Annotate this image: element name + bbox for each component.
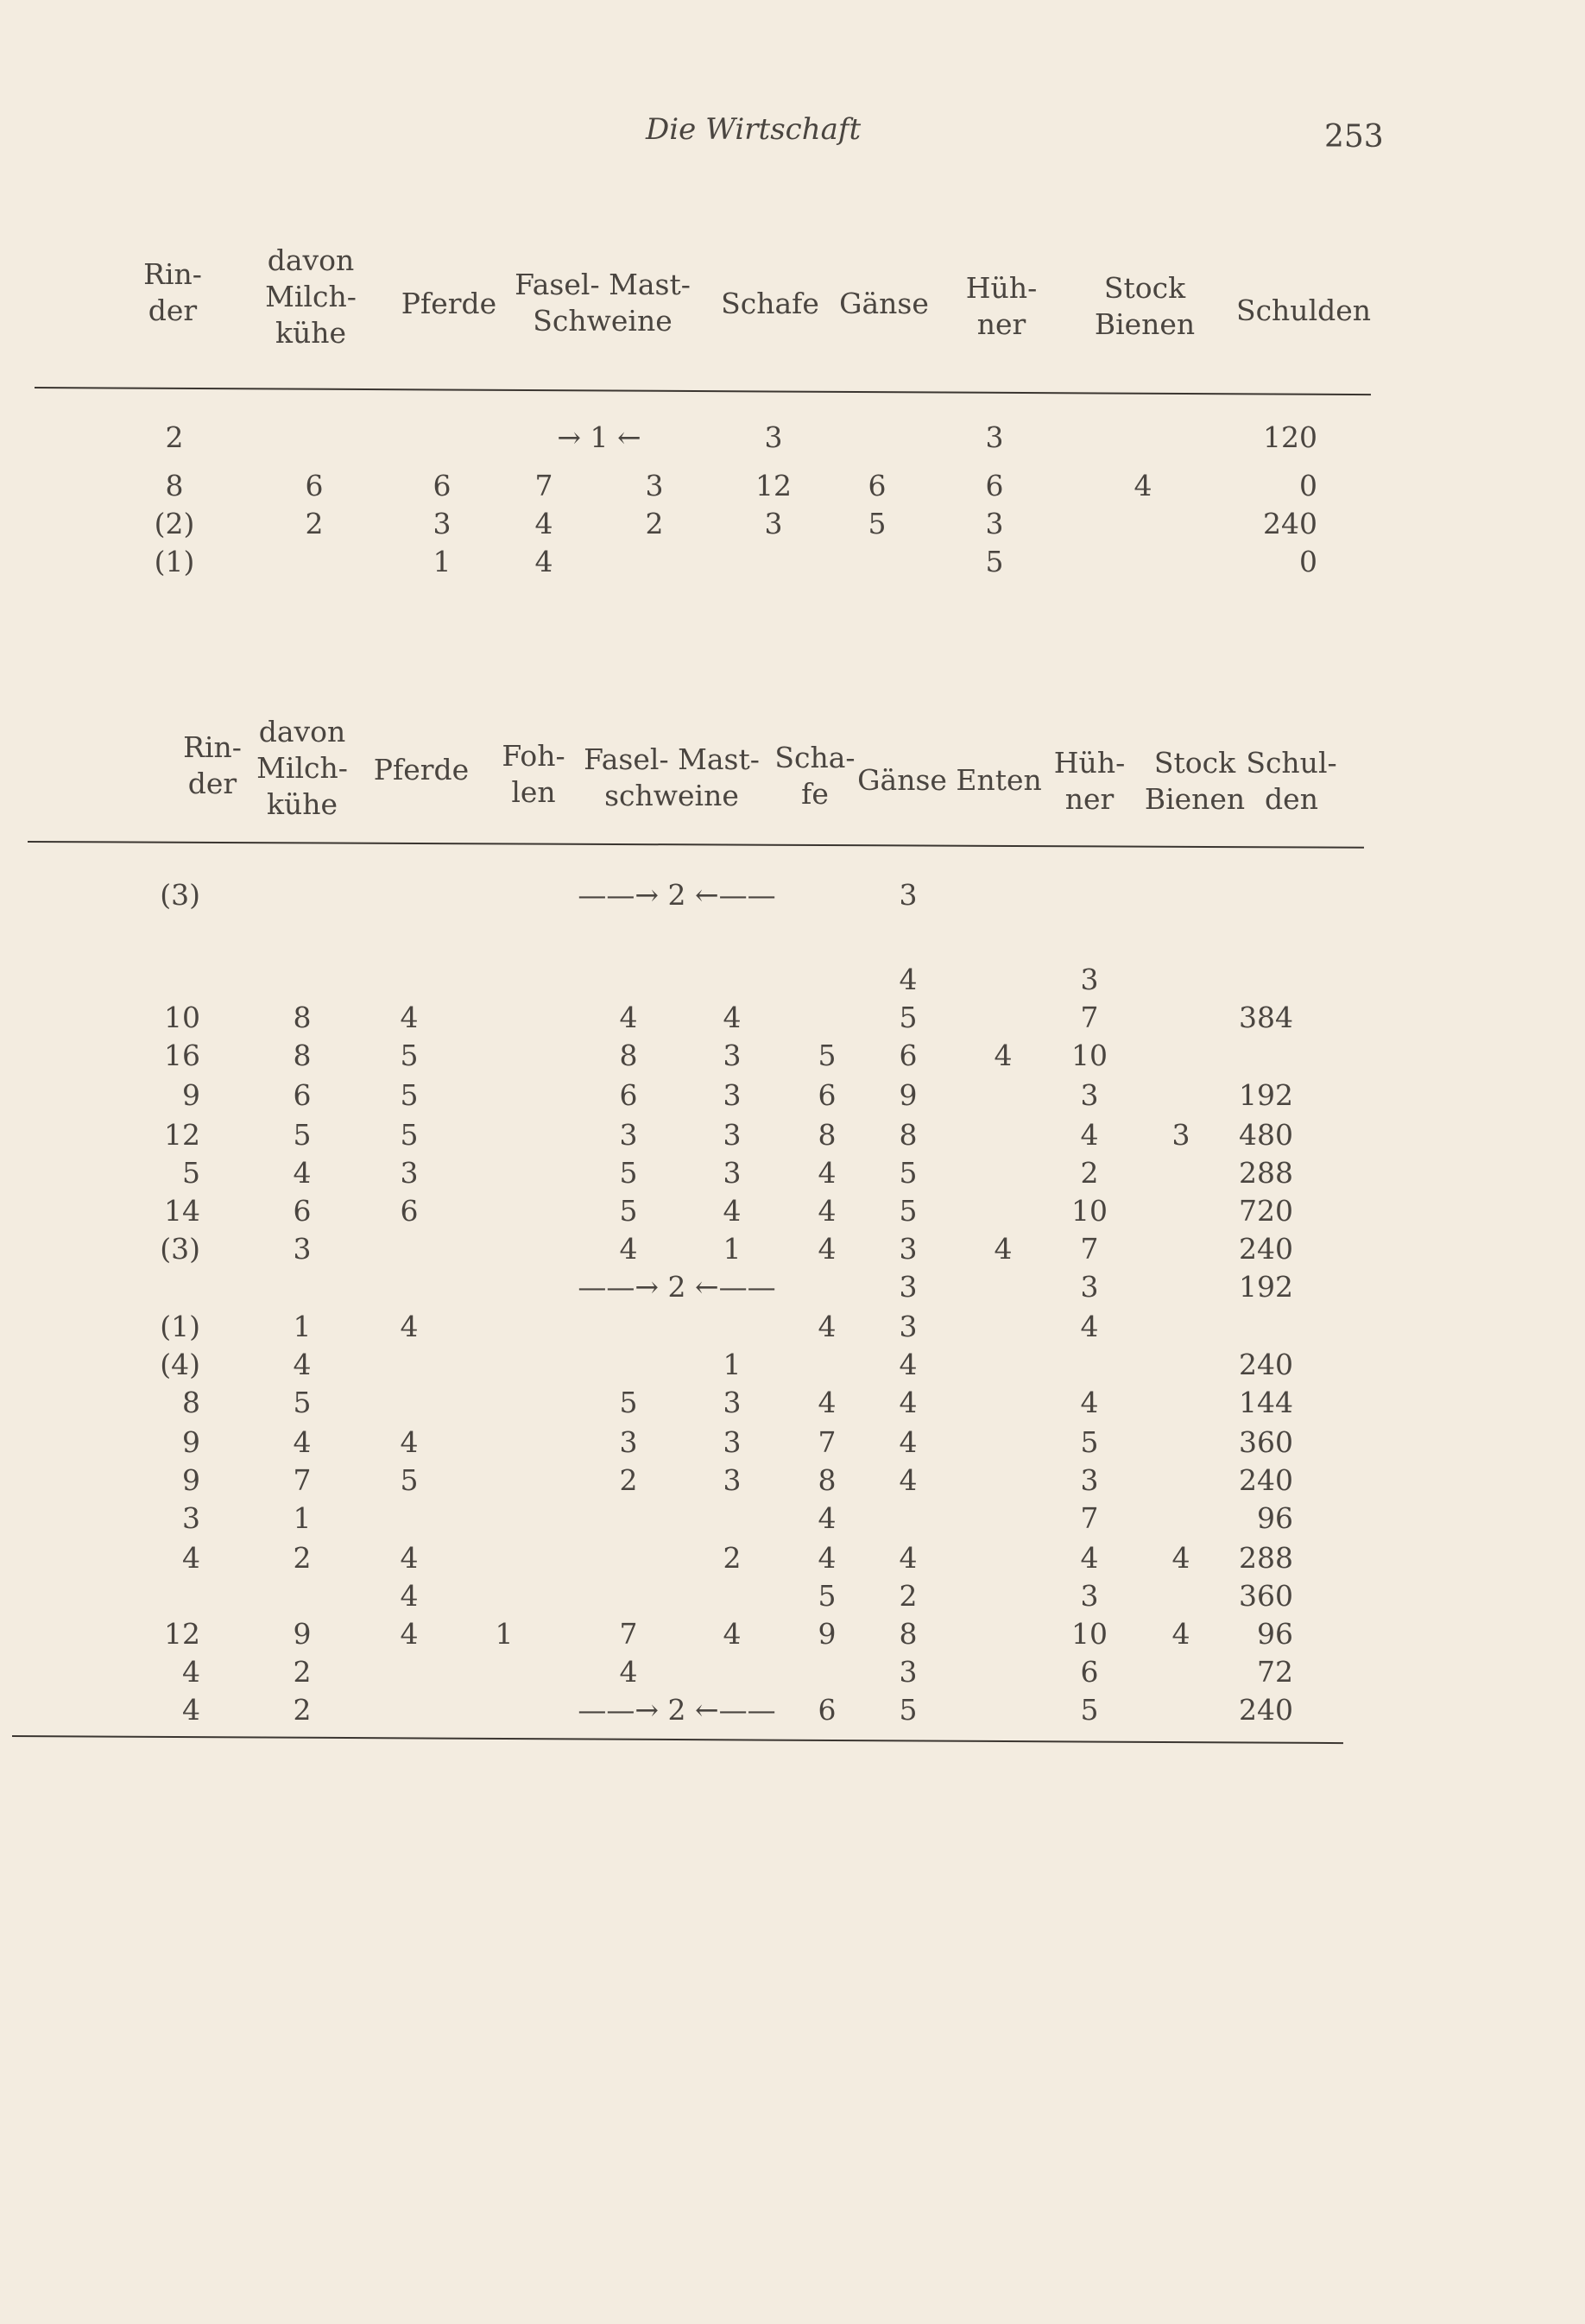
table-2-cell-mast: 4 [723, 1617, 742, 1651]
table-2-cell-schulden: 288 [1239, 1156, 1293, 1190]
table-2-cell-fasel: 8 [619, 1039, 638, 1072]
table-2-cell-huehner: 3 [1080, 1078, 1099, 1112]
table-2-cell-gaense: 6 [899, 1039, 918, 1072]
table-2-cell-schulden: 96 [1257, 1617, 1293, 1651]
table-2-cell-mast: 4 [723, 1194, 742, 1228]
table-2-cell-milchkuehe: 6 [293, 1078, 312, 1112]
table-2-cell-gaense: 4 [899, 1463, 918, 1497]
table-2-cell-mast: 3 [723, 1118, 742, 1152]
table-2-cell-pferde: 4 [400, 1310, 419, 1343]
table-2-cell-gaense: 3 [899, 1655, 918, 1689]
table-2-header-milchkuehe: Milch- [256, 751, 348, 785]
table-1-cell-schulden: 120 [1263, 420, 1317, 454]
table-2-cell-gaense: 4 [899, 1425, 918, 1459]
table-2-header-milchkuehe: kühe [266, 787, 338, 821]
table-1-cell-gaense: 5 [868, 507, 887, 540]
table-2-cell-gaense: 2 [899, 1579, 918, 1613]
table-2-cell-bienen: 4 [1171, 1617, 1190, 1651]
table-2-cell-huehner: 5 [1080, 1693, 1099, 1727]
table-1-cell-schulden: 240 [1263, 507, 1317, 540]
table-2-header-schulden: Schul- [1246, 746, 1337, 780]
table-1-cell-schafe: 12 [755, 469, 792, 502]
table-2-cell-pferde: 4 [400, 1579, 419, 1613]
table-2-cell-schulden: 720 [1239, 1194, 1293, 1228]
table-1-header-milchkuehe: Milch- [265, 280, 357, 313]
table-2-cell-mast: 3 [723, 1156, 742, 1190]
table-2-cell-fasel: 6 [619, 1078, 638, 1112]
table-2-cell-milchkuehe: 8 [293, 1039, 312, 1072]
table-2-cell-mast: 3 [723, 1039, 742, 1072]
table-2-cell-mast: 1 [723, 1232, 742, 1266]
table-2-cell-mast: 3 [723, 1386, 742, 1419]
table-2-cell-rinder: 5 [182, 1156, 200, 1190]
table-2-cell-schafe: 4 [818, 1156, 837, 1190]
table-2-cell-pferde: 4 [400, 1425, 419, 1459]
table-1-cell-milchkuehe: 6 [305, 469, 324, 502]
table-2-cell-milchkuehe: 8 [293, 1001, 312, 1034]
table-2-cell-rinder: 4 [182, 1655, 200, 1689]
table-1-cell-fasel: 7 [534, 469, 553, 502]
table-1-cell-mast: 3 [645, 469, 664, 502]
table-2-cell-schulden: 384 [1239, 1001, 1293, 1034]
table-1-cell-pferde: 3 [433, 507, 452, 540]
table-1-cell-gaense: 6 [868, 469, 887, 502]
table-2-cell-milchkuehe: 9 [293, 1617, 312, 1651]
table-2-cell-rinder: 3 [182, 1501, 200, 1535]
table-2-cell-schafe: 4 [818, 1194, 837, 1228]
table-2-header-schafe: Scha- [774, 741, 856, 774]
table-2-header-huehner: Hüh- [1053, 746, 1126, 780]
table-2-bottom-rule [12, 1735, 1343, 1744]
table-2-header-schweine: Fasel- Mast- [584, 742, 760, 776]
table-2-cell-schulden: 360 [1239, 1425, 1293, 1459]
table-2-cell-milchkuehe: 2 [293, 1693, 312, 1727]
table-1-cell-huehner: 3 [985, 420, 1004, 454]
table-2-cell-gaense: 3 [899, 878, 918, 912]
table-2-cell-schafe: 4 [818, 1386, 837, 1419]
table-1-cell-huehner: 5 [985, 545, 1004, 578]
table-2-cell-schulden: 360 [1239, 1579, 1293, 1613]
table-1-header-milchkuehe: davon [267, 243, 355, 277]
table-2-cell-schulden: 480 [1239, 1118, 1293, 1152]
table-1-header-bienen: Stock [1103, 271, 1186, 305]
table-2-cell-pferde: 4 [400, 1617, 419, 1651]
table-2-cell-gaense: 3 [899, 1232, 918, 1266]
table-2-cell-huehner: 10 [1071, 1039, 1108, 1072]
table-2-cell-milchkuehe: 1 [293, 1501, 312, 1535]
table-2-cell-milchkuehe: 2 [293, 1541, 312, 1575]
table-2-cell-huehner: 4 [1080, 1118, 1099, 1152]
table-2-cell-gaense: 4 [899, 1386, 918, 1419]
table-2-header-milchkuehe: davon [258, 715, 346, 748]
table-2-cell-rinder: 9 [182, 1425, 200, 1459]
table-2-header-gaense_enten: Gänse Enten [857, 763, 1042, 797]
table-2-cell-mast: 3 [723, 1425, 742, 1459]
table-2-cell-schulden: 144 [1239, 1386, 1293, 1419]
table-2-header-bienen: Stock [1153, 746, 1236, 780]
table-1-header-schulden: Schulden [1235, 294, 1372, 327]
table-1-cell-rinder: 8 [165, 469, 184, 502]
table-2-cell-pferde: 5 [400, 1118, 419, 1152]
table-2-cell-schulden: 192 [1239, 1078, 1293, 1112]
table-2-cell-huehner: 7 [1080, 1501, 1099, 1535]
table-2-cell-gaense: 8 [899, 1118, 918, 1152]
table-1-cell-fasel: 4 [534, 507, 553, 540]
table-2-cell-rinder: 16 [164, 1039, 200, 1072]
table-2-cell-gaense: 5 [899, 1001, 918, 1034]
table-2-cell-milchkuehe: 5 [293, 1386, 312, 1419]
table-2-cell-schulden: 192 [1239, 1270, 1293, 1304]
running-head: Die Wirtschaft [646, 112, 862, 147]
page-number: 253 [1324, 119, 1384, 155]
table-2-cell-fohlen: 1 [495, 1617, 514, 1651]
table-2-cell-schafe: 8 [818, 1118, 837, 1152]
table-2-cell-mast: 1 [723, 1348, 742, 1381]
table-2-header-schulden: den [1265, 782, 1318, 816]
table-1-header-rinder: der [148, 294, 198, 327]
table-2-cell-fasel: 5 [619, 1386, 638, 1419]
table-1-cell-mast: 2 [645, 507, 664, 540]
table-2-cell-schulden: 240 [1239, 1463, 1293, 1497]
table-1-header-gaense: Gänse [839, 287, 929, 320]
table-2-cell-milchkuehe: 3 [293, 1232, 312, 1266]
table-2-cell-huehner: 10 [1071, 1617, 1108, 1651]
table-2-cell-fasel: 5 [619, 1156, 638, 1190]
table-2-cell-schafe: 4 [818, 1501, 837, 1535]
table-2-cell-rinder: 12 [164, 1118, 200, 1152]
table-2-cell-fasel: 5 [619, 1194, 638, 1228]
table-2-arrow-span: ——→ 2 ←—— [578, 878, 776, 912]
table-1-header-huehner: Hüh- [965, 271, 1038, 305]
table-2-cell-rinder: (1) [160, 1310, 200, 1343]
table-2-cell-schafe: 7 [818, 1425, 837, 1459]
table-2-cell-schulden: 240 [1239, 1693, 1293, 1727]
table-1-cell-pferde: 1 [433, 545, 452, 578]
table-1-cell-rinder: 2 [165, 420, 184, 454]
table-2-cell-rinder: 9 [182, 1463, 200, 1497]
table-2-cell-huehner: 3 [1080, 963, 1099, 996]
table-1-header-milchkuehe: kühe [275, 316, 347, 350]
table-2-top-rule [28, 841, 1364, 849]
table-2-cell-gaense: 4 [899, 963, 918, 996]
table-2-cell-enten: 4 [994, 1039, 1013, 1072]
table-2-cell-schafe: 6 [818, 1693, 837, 1727]
table-2-cell-huehner: 4 [1080, 1541, 1099, 1575]
table-1-cell-schulden: 0 [1299, 469, 1317, 502]
table-2-cell-mast: 3 [723, 1463, 742, 1497]
table-2-header-pferde: Pferde [373, 753, 470, 786]
table-2-cell-mast: 3 [723, 1078, 742, 1112]
table-2-cell-milchkuehe: 5 [293, 1118, 312, 1152]
table-2-cell-milchkuehe: 1 [293, 1310, 312, 1343]
table-2-cell-schafe: 6 [818, 1078, 837, 1112]
table-2-cell-milchkuehe: 2 [293, 1655, 312, 1689]
table-2-cell-fasel: 7 [619, 1617, 638, 1651]
table-1-cell-schafe: 3 [764, 420, 783, 454]
table-2-cell-huehner: 7 [1080, 1001, 1099, 1034]
table-2-cell-pferde: 5 [400, 1039, 419, 1072]
table-2-cell-milchkuehe: 4 [293, 1156, 312, 1190]
table-2-cell-rinder: 4 [182, 1693, 200, 1727]
table-2-cell-fasel: 4 [619, 1655, 638, 1689]
table-2-cell-huehner: 3 [1080, 1579, 1099, 1613]
table-2-cell-milchkuehe: 7 [293, 1463, 312, 1497]
table-2-cell-gaense: 8 [899, 1617, 918, 1651]
table-2-cell-bienen: 4 [1171, 1541, 1190, 1575]
table-1-cell-bienen: 4 [1133, 469, 1152, 502]
table-2-cell-schafe: 9 [818, 1617, 837, 1651]
table-2-cell-huehner: 6 [1080, 1655, 1099, 1689]
table-2-cell-huehner: 3 [1080, 1463, 1099, 1497]
table-2-cell-rinder: 9 [182, 1078, 200, 1112]
table-2-cell-gaense: 5 [899, 1156, 918, 1190]
table-2-cell-schulden: 288 [1239, 1541, 1293, 1575]
table-2-header-schweine: schweine [604, 779, 739, 812]
table-2-cell-rinder: (4) [160, 1348, 200, 1381]
table-1-header-rinder: Rin- [143, 257, 202, 291]
table-1-cell-schafe: 3 [764, 507, 783, 540]
table-2-cell-schafe: 5 [818, 1039, 837, 1072]
table-2-header-fohlen: len [511, 775, 556, 809]
table-2-cell-milchkuehe: 4 [293, 1348, 312, 1381]
table-2-cell-milchkuehe: 4 [293, 1425, 312, 1459]
table-2-cell-huehner: 10 [1071, 1194, 1108, 1228]
table-2-cell-schafe: 8 [818, 1463, 837, 1497]
table-1-rule [35, 387, 1371, 395]
table-2-cell-fasel: 3 [619, 1118, 638, 1152]
table-1-header-bienen: Bienen [1094, 307, 1196, 341]
table-2-cell-milchkuehe: 6 [293, 1194, 312, 1228]
table-2-cell-huehner: 3 [1080, 1270, 1099, 1304]
table-2-header-huehner: ner [1064, 782, 1115, 816]
table-2-cell-schulden: 96 [1257, 1501, 1293, 1535]
table-2-arrow-span: ——→ 2 ←—— [578, 1270, 776, 1304]
table-1-header-huehner: ner [976, 307, 1026, 341]
table-2-cell-pferde: 4 [400, 1541, 419, 1575]
table-1-header-schafe: Schafe [721, 287, 819, 320]
table-1-header-schweine: Schweine [533, 304, 673, 338]
table-2-cell-schafe: 5 [818, 1579, 837, 1613]
table-2-cell-schulden: 240 [1239, 1232, 1293, 1266]
table-2-cell-pferde: 3 [400, 1156, 419, 1190]
table-2-cell-rinder: 10 [164, 1001, 200, 1034]
table-1-arrow-span: → 1 ← [557, 420, 641, 454]
table-2-cell-schulden: 240 [1239, 1348, 1293, 1381]
table-2-cell-rinder: (3) [160, 1232, 200, 1266]
table-2-cell-gaense: 4 [899, 1541, 918, 1575]
table-2-cell-huehner: 4 [1080, 1386, 1099, 1419]
table-2-cell-rinder: 14 [164, 1194, 200, 1228]
table-2-cell-gaense: 3 [899, 1310, 918, 1343]
table-2-cell-enten: 4 [994, 1232, 1013, 1266]
table-1-cell-fasel: 4 [534, 545, 553, 578]
table-2-arrow-span: ——→ 2 ←—— [578, 1693, 776, 1727]
table-2-cell-gaense: 9 [899, 1078, 918, 1112]
table-2-header-schafe: fe [801, 777, 829, 811]
table-2-header-rinder: der [187, 767, 237, 800]
table-2-cell-huehner: 4 [1080, 1310, 1099, 1343]
table-2-cell-schafe: 4 [818, 1541, 837, 1575]
table-1-header-pferde: Pferde [401, 287, 497, 320]
table-2-cell-huehner: 2 [1080, 1156, 1099, 1190]
table-2-cell-rinder: (3) [160, 878, 200, 912]
table-2-cell-fasel: 4 [619, 1232, 638, 1266]
table-2-cell-rinder: 8 [182, 1386, 200, 1419]
table-2-cell-bienen: 3 [1171, 1118, 1190, 1152]
table-2-cell-pferde: 6 [400, 1194, 419, 1228]
table-2-cell-huehner: 5 [1080, 1425, 1099, 1459]
table-2-cell-pferde: 4 [400, 1001, 419, 1034]
table-2-cell-gaense: 5 [899, 1194, 918, 1228]
table-2-cell-fasel: 4 [619, 1001, 638, 1034]
table-1-cell-rinder: (1) [154, 545, 195, 578]
table-1-cell-schulden: 0 [1299, 545, 1317, 578]
table-2-cell-rinder: 4 [182, 1541, 200, 1575]
table-1-cell-milchkuehe: 2 [305, 507, 324, 540]
table-2-cell-gaense: 5 [899, 1693, 918, 1727]
table-2-cell-mast: 2 [723, 1541, 742, 1575]
table-1-cell-huehner: 6 [985, 469, 1004, 502]
table-2-cell-gaense: 3 [899, 1270, 918, 1304]
table-2-cell-mast: 4 [723, 1001, 742, 1034]
table-1-header-schweine: Fasel- Mast- [515, 268, 691, 301]
table-2-header-rinder: Rin- [183, 730, 242, 764]
table-1-cell-huehner: 3 [985, 507, 1004, 540]
table-2-header-fohlen: Foh- [502, 739, 565, 773]
table-2-cell-rinder: 12 [164, 1617, 200, 1651]
table-2-header-bienen: Bienen [1144, 782, 1246, 816]
table-2-cell-schafe: 4 [818, 1232, 837, 1266]
table-2-cell-pferde: 5 [400, 1463, 419, 1497]
table-1-cell-pferde: 6 [433, 469, 452, 502]
table-2-cell-schafe: 4 [818, 1310, 837, 1343]
table-2-cell-gaense: 4 [899, 1348, 918, 1381]
table-2-cell-fasel: 2 [619, 1463, 638, 1497]
table-2-cell-huehner: 7 [1080, 1232, 1099, 1266]
table-2-cell-pferde: 5 [400, 1078, 419, 1112]
table-2-cell-fasel: 3 [619, 1425, 638, 1459]
table-2-cell-schulden: 72 [1257, 1655, 1293, 1689]
table-1-cell-rinder: (2) [154, 507, 195, 540]
